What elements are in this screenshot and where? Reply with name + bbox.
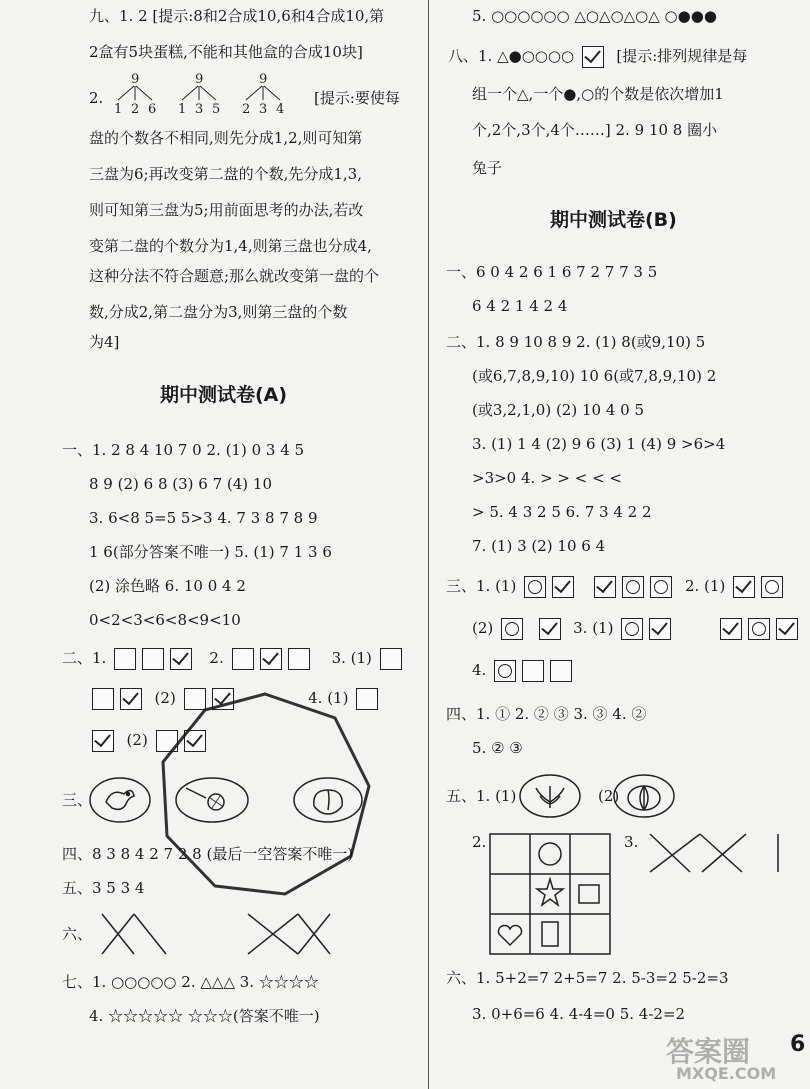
circle-box [748,618,770,640]
section-9-q2-label: 2. [89,89,104,107]
b-part5-matching-lines [646,830,786,876]
b-part4-line-2: 5. ② ③ [472,739,523,757]
b-part5-q3-label: 3. [624,833,639,851]
answer-box [288,648,310,670]
checked-box [649,618,671,640]
circle-box [621,618,643,640]
a-part6-matching-lines [98,910,338,960]
column-divider [428,0,429,1089]
b-part3-q4-label: 4. [472,661,487,679]
page-number: 6 [790,1032,806,1057]
circle-box [761,576,783,598]
shape-grid [489,833,611,955]
section-8-line-1 [448,46,747,68]
section-9-line-1: 九、1. 2 [提示:8和2合成10,6和4合成10,第 [89,7,385,25]
section-9-line-8: 这种分法不符合题意;那么就改变第一盘的个 [89,267,380,285]
circle-box [501,618,523,640]
a-part5: 五、3 5 3 4 [62,879,145,897]
checked-box [170,648,192,670]
section-8-line-3: 个,2个,3个,4个……] 2. 9 10 8 圈小 [472,121,718,139]
checked-box [539,618,561,640]
b-part3-row-2 [472,618,801,640]
circle-box [650,576,672,598]
b-part4-line-1: 四、1. ① 2. ② ③ 3. ③ 4. ② [446,705,647,723]
b-part6-line-1: 六、1. 5+2=7 2+5=7 2. 5-3=2 5-2=3 [446,969,729,987]
rectangle-shape-icon [542,922,558,946]
bird-picture-oval [90,778,150,822]
b-part5-q1-label: 五、1. (1) [446,787,517,805]
checked-box [776,618,798,640]
answer-box [550,660,572,682]
checked-box [720,618,742,640]
tree-part: 2 [242,102,251,116]
a-part2-q3b-label: (2) [154,689,176,707]
b-part3-q3-label: 3. (1) [573,619,614,637]
checked-box [594,576,616,598]
section-9-line-6: 则可知第三盘为5;用前面思考的办法,若改 [89,201,364,219]
b-part3-q1-label: 三、1. (1) [446,577,517,595]
b-part3-q2b-label: (2) [472,619,494,637]
checked-box [120,688,142,710]
a-part1-line-3: 3. 6<8 5=5 5>3 4. 7 3 8 7 8 9 [89,509,318,527]
answer-box [380,648,402,670]
answer-box [142,648,164,670]
tree-part: 4 [276,102,285,116]
section-9-line-10: 为4] [89,333,120,351]
tree-part: 5 [212,102,221,116]
corner-watermark-text: 答案圈 [666,1035,751,1068]
square-shape-icon [579,885,599,903]
section-8-q1-hint: [提示:排列规律是每 [616,47,748,65]
b-part2-line-2: (或6,7,8,9,10) 10 6(或7,8,9,10) 2 [472,367,717,385]
a-part7-line-2: 4. ☆☆☆☆☆ ☆☆☆(答案不唯一) [89,1007,320,1025]
a-part1-line-2: 8 9 (2) 6 8 (3) 6 7 (4) 10 [89,475,273,493]
answer-box [114,648,136,670]
a-part1-line-4: 1 6(部分答案不唯一) 5. (1) 7 1 3 6 [89,543,332,561]
tree-3 [242,72,284,116]
circle-box [524,576,546,598]
b-part3-q2-label: 2. (1) [684,577,726,595]
checked-box [733,576,755,598]
checked-box [260,648,282,670]
a-part2-q4-label: 4. (1) [308,689,349,707]
a-part2-q4b-label: (2) [126,731,148,749]
section-9-q2-hint: [提示:要使每 [314,89,400,107]
b-part6-line-2: 3. 0+6=6 4. 4-4=0 5. 4-2=2 [472,1005,686,1023]
checked-box [92,730,114,752]
section-9-line-9: 数,分成2,第二盘分为3,则第三盘的个数 [89,303,348,321]
b-part2-line-4: 3. (1) 1 4 (2) 9 6 (3) 1 (4) 9 >6>4 [472,435,726,453]
section-9-line-5: 三盘为6;再改变第二盘的个数,先分成1,3, [89,165,362,183]
a-part1-line-5: (2) 涂色略 6. 10 0 4 2 [89,577,246,595]
tree-top: 9 [259,72,268,87]
circle-box [622,576,644,598]
watermark-stamp [155,690,375,904]
checked-box [552,576,574,598]
section-8-q1-answer: 八、1. △●○○○○ [448,47,575,65]
star-shape-icon [537,879,563,905]
test-b-title: 期中测试卷(B) [550,209,677,231]
section-8-line-2: 组一个△,一个●,○的个数是依次增加1 [472,85,724,103]
section-9-line-2: 2盒有5块蛋糕,不能和其他盒的合成10块] [89,43,363,61]
tree-part: 1 [178,102,187,116]
decomposition-trees [106,70,306,116]
answer-box [522,660,544,682]
section-8-line-4: 兔子 [472,159,503,177]
plant-icon [536,786,564,808]
circle-box [494,660,516,682]
a-part6-label: 六、 [62,925,93,943]
heart-shape-icon [498,925,521,945]
b-part1-line-2: 6 4 2 1 4 2 4 [472,297,568,315]
checked-box [582,46,604,68]
tree-part: 3 [259,102,268,116]
section-7-q5: 5. ○○○○○○ △○△○△○△ ○●●● [472,7,717,25]
tree-part: 6 [148,102,157,116]
a-part3-label: 三、 [62,791,93,809]
section-9-line-4: 盘的个数各不相同,则先分成1,2,则可知第 [89,129,363,147]
answer-box [92,688,114,710]
b-part5-q2-label: 2. [472,833,487,851]
tree-part: 3 [195,102,204,116]
circle-shape-icon [539,843,561,865]
b-part3-row-1 [446,576,786,598]
b-part2-line-6: > 5. 4 3 2 5 6. 7 3 4 2 2 [472,503,652,521]
b-part5-q1b-label: (2) [598,787,620,805]
tree-part: 1 [114,102,123,116]
a-part7-line-1: 七、1. ○○○○○ 2. △△△ 3. ☆☆☆☆ [62,973,319,991]
tree-part: 2 [131,102,140,116]
a-part4: 四、8 3 8 4 2 7 2 8 (最后一空答案不唯一) [62,845,354,863]
b-part2-line-5: >3>0 4. > > < < < [472,469,622,487]
tree-top: 9 [131,72,140,87]
stamp-seal-icon [155,690,375,900]
b-part1-line-1: 一、6 0 4 2 6 1 6 7 2 7 7 3 5 [446,263,658,281]
b-part3-row-3 [472,660,575,682]
tree-1 [114,72,156,116]
corner-watermark-url: MXQE.COM [676,1064,777,1083]
a-part1-line-6: 0<2<3<6<8<9<10 [89,611,241,629]
a-part2-row-1 [62,648,405,670]
b-part2-line-1: 二、1. 8 9 10 8 9 2. (1) 8(或9,10) 5 [446,333,706,351]
a-part2-q2-label: 2. [209,649,224,667]
tree-top: 9 [195,72,204,87]
answer-box [232,648,254,670]
a-part2-q3-label: 3. (1) [331,649,372,667]
section-9-line-7: 变第二盘的个数分为1,4,则第三盘也分成4, [89,237,372,255]
b-part2-line-7: 7. (1) 3 (2) 10 6 4 [472,537,606,555]
test-a-title: 期中测试卷(A) [160,384,288,406]
tree-2 [178,72,220,116]
b-part2-line-3: (或3,2,1,0) (2) 10 4 0 5 [472,401,644,419]
a-part2-q1-label: 二、1. [62,649,107,667]
a-part1-line-1: 一、1. 2 8 4 10 7 0 2. (1) 0 3 4 5 [62,441,305,459]
